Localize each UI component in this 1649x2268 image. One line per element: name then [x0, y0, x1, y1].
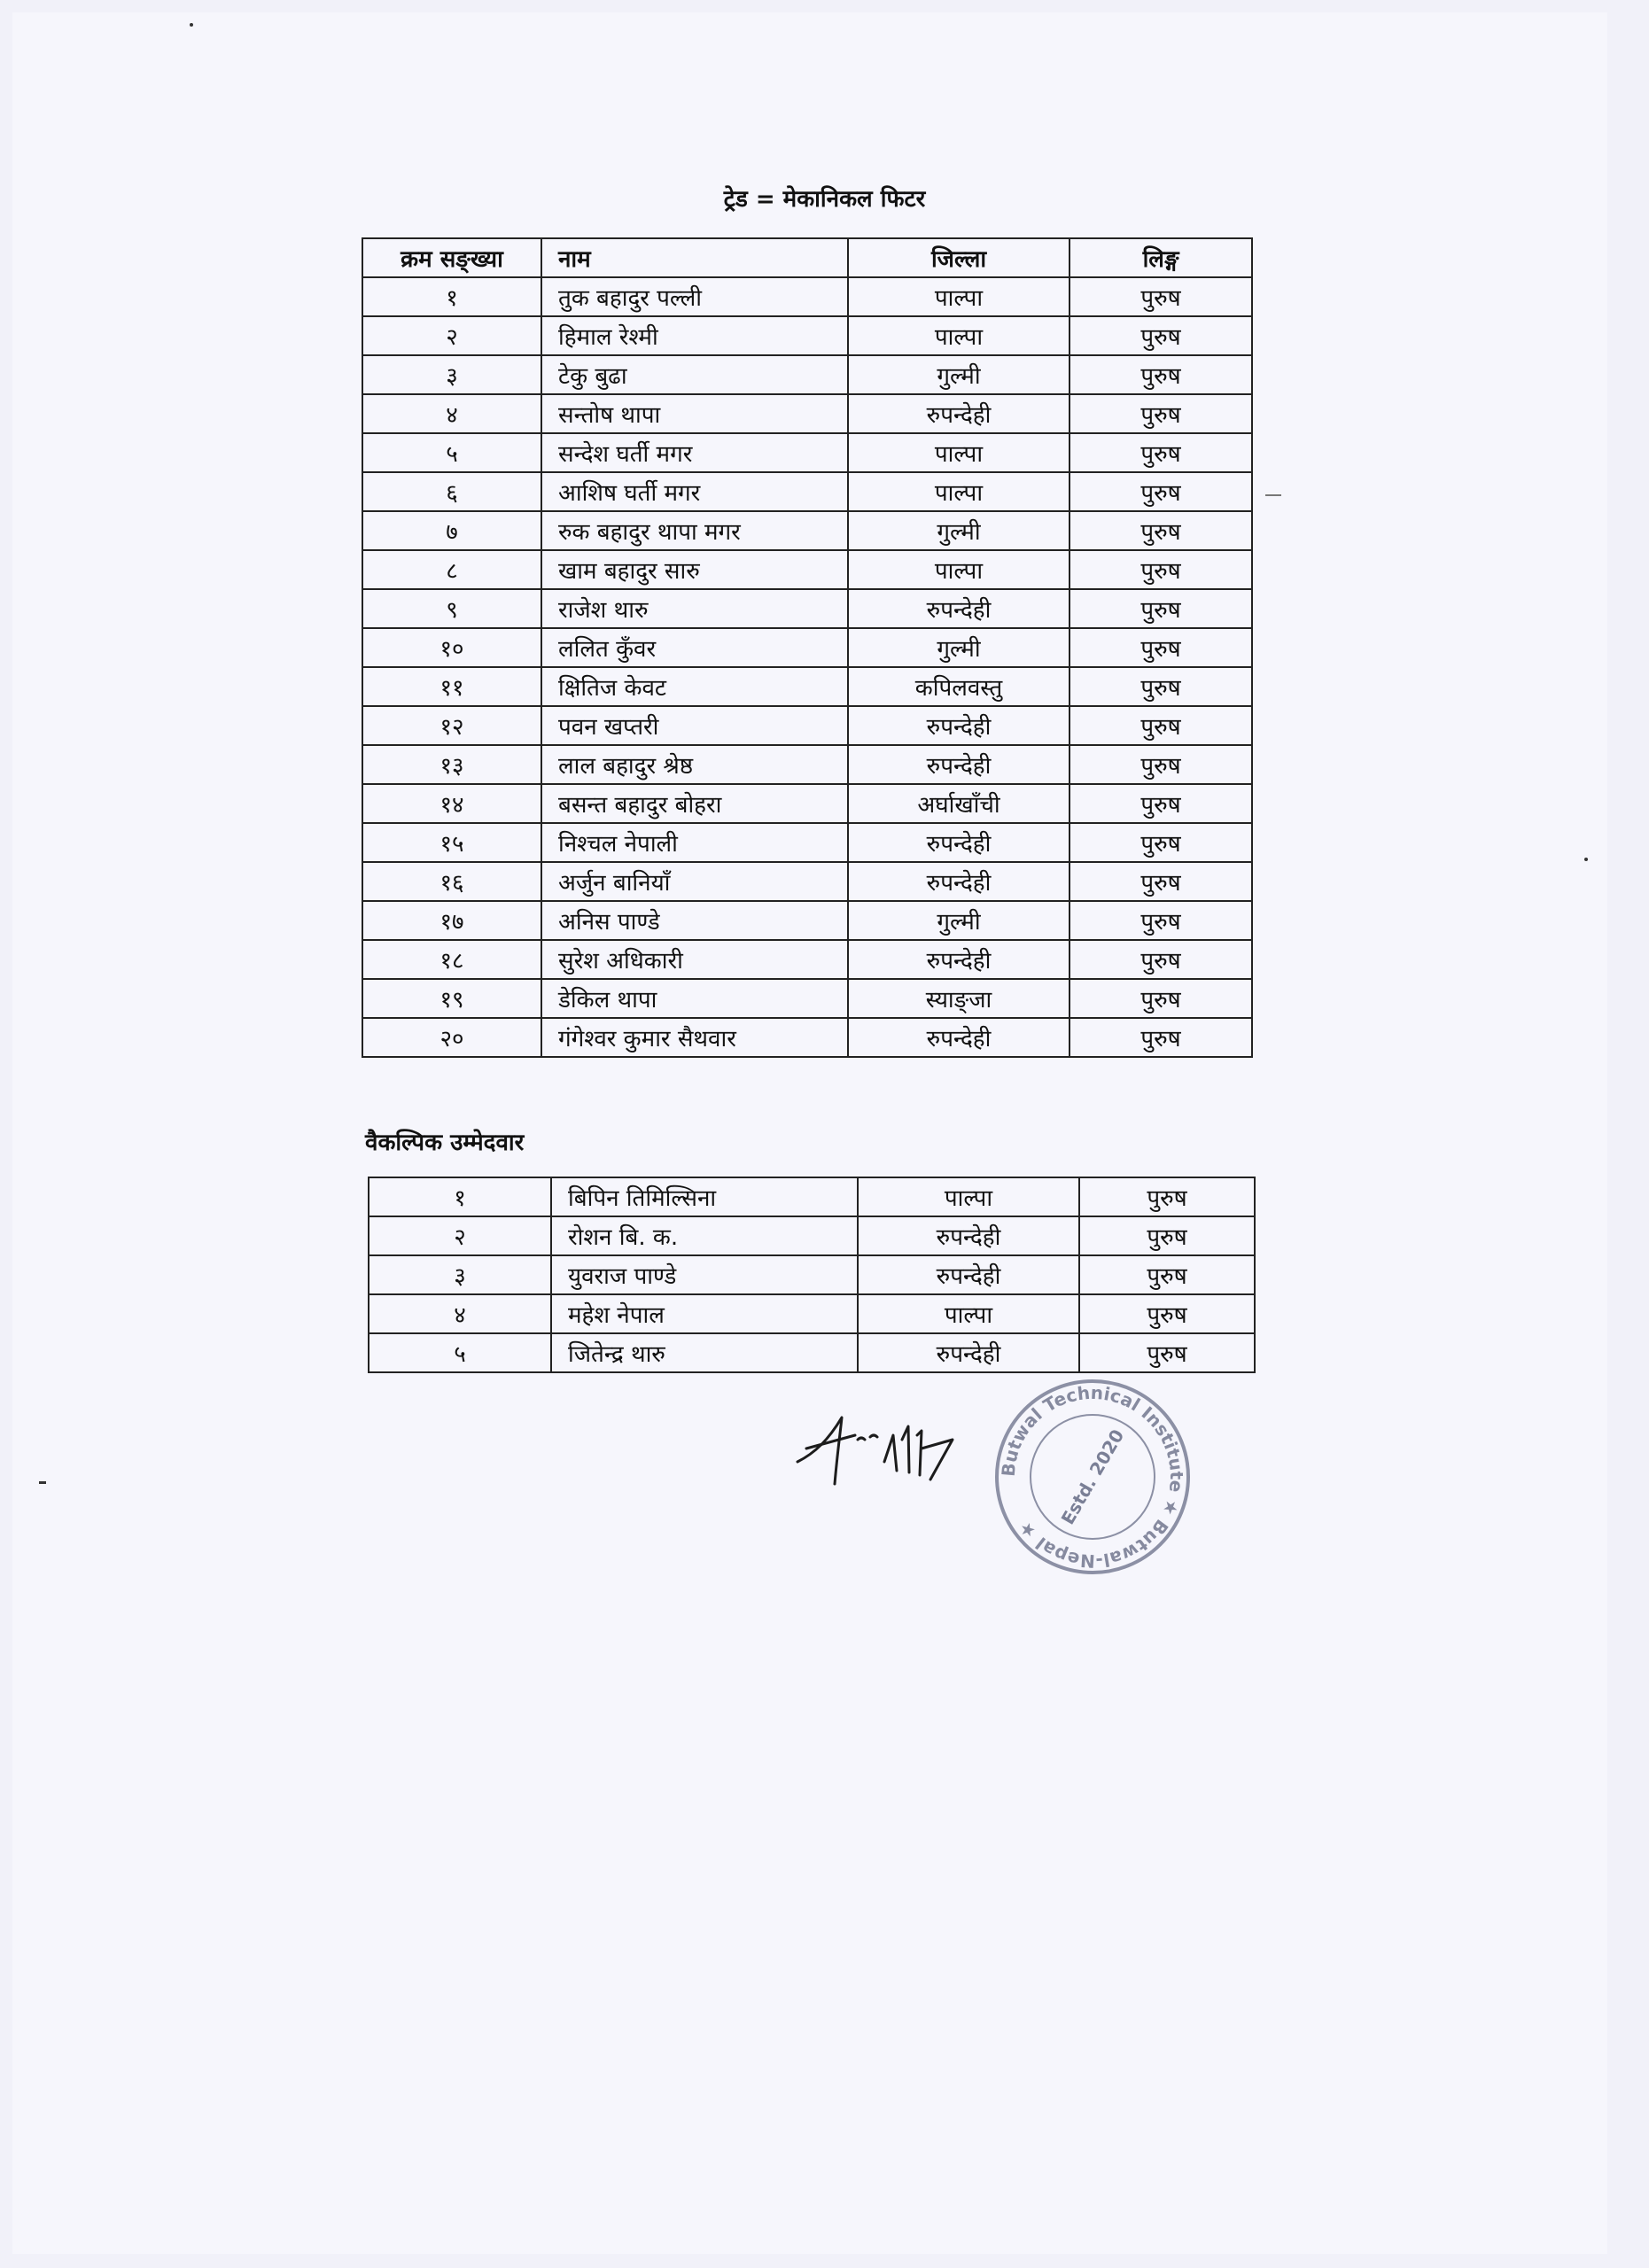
- district-cell: पाल्पा: [858, 1177, 1079, 1216]
- district-cell: रुपन्देही: [858, 1255, 1079, 1294]
- district-cell: रुपन्देही: [848, 589, 1070, 628]
- serial-cell: १२: [362, 706, 541, 745]
- gender-cell: पुरुष: [1070, 823, 1252, 862]
- column-header-serial: क्रम सङ्ख्या: [362, 238, 541, 277]
- table-row: [362, 628, 1252, 667]
- gender-cell: पुरुष: [1070, 745, 1252, 784]
- table-row: [362, 784, 1252, 823]
- name-cell: अर्जुन बानियाँ: [541, 862, 848, 901]
- svg-text:Butwal Technical Institute ★ B: Butwal Technical Institute ★ Butwal-Nepal ★: [997, 1381, 1188, 1573]
- table-row: [362, 550, 1252, 589]
- district-cell: रुपन्देही: [848, 823, 1070, 862]
- alternate-table-row: [369, 1177, 1255, 1216]
- serial-cell: ४: [369, 1294, 551, 1333]
- alternate-table-body: [369, 1177, 1255, 1372]
- gender-cell: पुरुष: [1070, 979, 1252, 1018]
- gender-cell: पुरुष: [1070, 394, 1252, 433]
- table-row: [362, 433, 1252, 472]
- district-cell: रुपन्देही: [848, 862, 1070, 901]
- table-row: [362, 706, 1252, 745]
- alternate-candidates-heading: वैकल्पिक उम्मेदवार: [365, 1130, 525, 1156]
- gender-cell: पुरुष: [1070, 472, 1252, 511]
- district-cell: रुपन्देही: [848, 394, 1070, 433]
- gender-cell: पुरुष: [1079, 1177, 1255, 1216]
- gender-cell: पुरुष: [1070, 589, 1252, 628]
- district-cell: पाल्पा: [848, 433, 1070, 472]
- serial-cell: ३: [369, 1255, 551, 1294]
- name-cell: सन्देश घर्ती मगर: [541, 433, 848, 472]
- serial-cell: ७: [362, 511, 541, 550]
- district-cell: पाल्पा: [848, 277, 1070, 316]
- name-cell: तुक बहादुर पल्ली: [541, 277, 848, 316]
- gender-cell: पुरुष: [1070, 901, 1252, 940]
- district-cell: रुपन्देही: [848, 706, 1070, 745]
- gender-cell: पुरुष: [1070, 277, 1252, 316]
- serial-cell: १७: [362, 901, 541, 940]
- alternate-table-row: [369, 1294, 1255, 1333]
- serial-cell: ४: [362, 394, 541, 433]
- serial-cell: ३: [362, 355, 541, 394]
- table-row: [362, 589, 1252, 628]
- serial-cell: २०: [362, 1018, 541, 1057]
- name-cell: अनिस पाण्डे: [541, 901, 848, 940]
- gender-cell: पुरुष: [1079, 1294, 1255, 1333]
- name-cell: सुरेश अधिकारी: [541, 940, 848, 979]
- alternate-table-row: [369, 1333, 1255, 1372]
- serial-cell: १०: [362, 628, 541, 667]
- name-cell: आशिष घर्ती मगर: [541, 472, 848, 511]
- name-cell: हिमाल रेश्मी: [541, 316, 848, 355]
- gender-cell: पुरुष: [1070, 862, 1252, 901]
- district-cell: रुपन्देही: [848, 745, 1070, 784]
- gender-cell: पुरुष: [1070, 667, 1252, 706]
- name-cell: टेकु बुढा: [541, 355, 848, 394]
- speck: [190, 23, 193, 27]
- district-cell: रुपन्देही: [858, 1333, 1079, 1372]
- district-cell: स्याङ्जा: [848, 979, 1070, 1018]
- name-cell: युवराज पाण्डे: [551, 1255, 858, 1294]
- serial-cell: १४: [362, 784, 541, 823]
- name-cell: पवन खप्तरी: [541, 706, 848, 745]
- svg-text:Estd. 2020: Estd. 2020: [1056, 1425, 1129, 1528]
- table-row: [362, 940, 1252, 979]
- serial-cell: २: [369, 1216, 551, 1255]
- name-cell: ललित कुँवर: [541, 628, 848, 667]
- name-cell: बसन्त बहादुर बोहरा: [541, 784, 848, 823]
- table-row: [362, 667, 1252, 706]
- table-row: [362, 316, 1252, 355]
- serial-cell: ५: [369, 1333, 551, 1372]
- table-row: [362, 745, 1252, 784]
- alternate-table-row: [369, 1255, 1255, 1294]
- gender-cell: पुरुष: [1070, 1018, 1252, 1057]
- district-cell: रुपन्देही: [858, 1216, 1079, 1255]
- district-cell: कपिलवस्तु: [848, 667, 1070, 706]
- table-row: [362, 277, 1252, 316]
- serial-cell: १: [362, 277, 541, 316]
- serial-cell: ९: [362, 589, 541, 628]
- table-row: [362, 511, 1252, 550]
- name-cell: महेश नेपाल: [551, 1294, 858, 1333]
- column-header-gender: लिङ्ग: [1070, 238, 1252, 277]
- serial-cell: १३: [362, 745, 541, 784]
- table-row: [362, 862, 1252, 901]
- district-cell: रुपन्देही: [848, 1018, 1070, 1057]
- district-cell: पाल्पा: [848, 472, 1070, 511]
- candidate-table: [362, 237, 1253, 1058]
- table-row: [362, 1018, 1252, 1057]
- name-cell: निश्चल नेपाली: [541, 823, 848, 862]
- candidate-table-body: [362, 277, 1252, 1057]
- alternate-table-row: [369, 1216, 1255, 1255]
- gender-cell: पुरुष: [1070, 628, 1252, 667]
- page-title: ट्रेड = मेकानिकल फिटर: [723, 186, 926, 213]
- table-row: [362, 355, 1252, 394]
- name-cell: रोशन बि. क.: [551, 1216, 858, 1255]
- gender-cell: पुरुष: [1070, 706, 1252, 745]
- speck: [39, 1481, 46, 1484]
- table-row: [362, 472, 1252, 511]
- district-cell: पाल्पा: [858, 1294, 1079, 1333]
- serial-cell: ११: [362, 667, 541, 706]
- speck: [1584, 858, 1588, 861]
- name-cell: डेकिल थापा: [541, 979, 848, 1018]
- district-cell: गुल्मी: [848, 901, 1070, 940]
- serial-cell: १५: [362, 823, 541, 862]
- serial-cell: १९: [362, 979, 541, 1018]
- gender-cell: पुरुष: [1070, 784, 1252, 823]
- serial-cell: १६: [362, 862, 541, 901]
- district-cell: गुल्मी: [848, 511, 1070, 550]
- institute-stamp: [991, 1375, 1194, 1579]
- gender-cell: पुरुष: [1070, 940, 1252, 979]
- district-cell: गुल्मी: [848, 628, 1070, 667]
- district-cell: गुल्मी: [848, 355, 1070, 394]
- gender-cell: पुरुष: [1079, 1216, 1255, 1255]
- name-cell: राजेश थारु: [541, 589, 848, 628]
- column-header-district: जिल्ला: [848, 238, 1070, 277]
- serial-cell: १: [369, 1177, 551, 1216]
- name-cell: गंगेश्वर कुमार सैथवार: [541, 1018, 848, 1057]
- name-cell: रुक बहादुर थापा मगर: [541, 511, 848, 550]
- table-header-row: [362, 238, 1252, 277]
- name-cell: बिपिन तिमिल्सिना: [551, 1177, 858, 1216]
- column-header-name: नाम: [541, 238, 848, 277]
- alternate-candidate-table: [368, 1177, 1256, 1373]
- gender-cell: पुरुष: [1070, 511, 1252, 550]
- serial-cell: १८: [362, 940, 541, 979]
- serial-cell: ८: [362, 550, 541, 589]
- gender-cell: पुरुष: [1070, 550, 1252, 589]
- gender-cell: पुरुष: [1070, 316, 1252, 355]
- table-row: [362, 979, 1252, 1018]
- name-cell: खाम बहादुर सारु: [541, 550, 848, 589]
- gender-cell: पुरुष: [1079, 1255, 1255, 1294]
- district-cell: पाल्पा: [848, 550, 1070, 589]
- district-cell: रुपन्देही: [848, 940, 1070, 979]
- gender-cell: पुरुष: [1070, 433, 1252, 472]
- table-row: [362, 394, 1252, 433]
- speck: [1265, 494, 1281, 496]
- serial-cell: ५: [362, 433, 541, 472]
- district-cell: पाल्पा: [848, 316, 1070, 355]
- gender-cell: पुरुष: [1079, 1333, 1255, 1372]
- district-cell: अर्घाखाँची: [848, 784, 1070, 823]
- name-cell: क्षितिज केवट: [541, 667, 848, 706]
- serial-cell: २: [362, 316, 541, 355]
- serial-cell: ६: [362, 472, 541, 511]
- name-cell: लाल बहादुर श्रेष्ठ: [541, 745, 848, 784]
- gender-cell: पुरुष: [1070, 355, 1252, 394]
- signature: [789, 1400, 984, 1497]
- name-cell: सन्तोष थापा: [541, 394, 848, 433]
- name-cell: जितेन्द्र थारु: [551, 1333, 858, 1372]
- table-row: [362, 901, 1252, 940]
- table-row: [362, 823, 1252, 862]
